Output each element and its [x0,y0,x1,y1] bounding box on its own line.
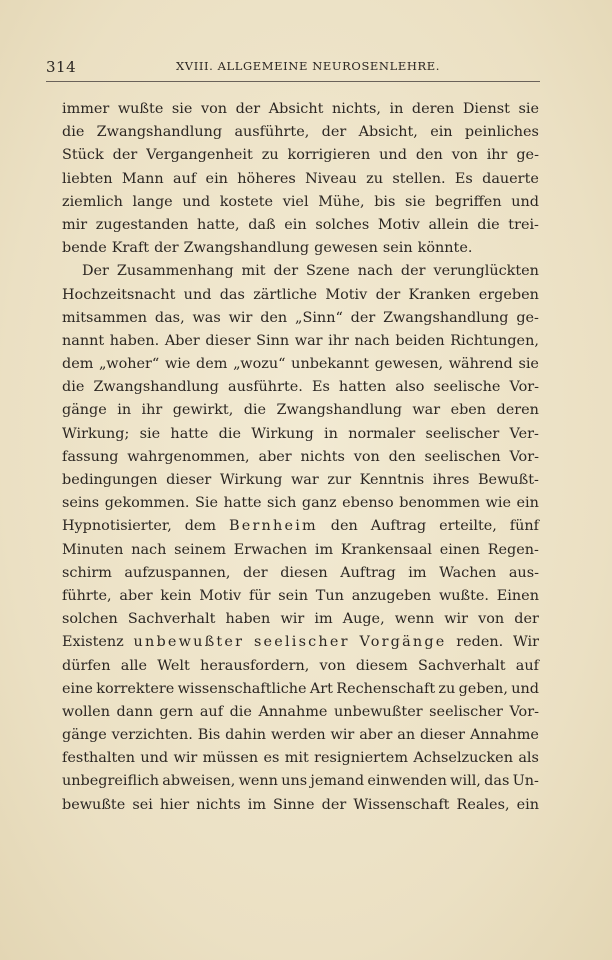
text-line: solchen Sachverhalt haben wir im Auge, wenn wir von der [62,611,539,628]
text-line: nannt haben. Aber dieser Sinn war ihr nach beiden Richtungen, [62,332,539,349]
text-line: bewußte sei hier nichts im Sinne der Wissenschaft Reales, ein [62,796,539,813]
text-line: ziemlich lange und kostete viel Mühe, bis sie begriffen und [62,193,539,210]
page-number: 314 [46,58,77,76]
text-line: gänge in ihr gewirkt, die Zwangshandlung war eben deren [62,402,539,419]
text-line: Minuten nach seinem Erwachen im Krankensaal einen Regen- [62,541,539,558]
text-line: bedingungen dieser Wirkung war zur Kenntnis ihres Bewußt- [62,472,539,488]
text-line: bende Kraft der Zwangshandlung gewesen sein könnte. [62,240,473,257]
text-line: führte, aber kein Motiv für sein Tun anzugeben wußte. Einen [62,587,539,604]
text-line: seins gekommen. Sie hatte sich ganz ebenso benommen wie ein [62,495,539,512]
header-rule [46,81,540,82]
page-header [46,58,540,80]
text-line: fassung wahrgenommen, aber nichts von den seelischen Vor- [62,448,539,465]
text-line: mir zugestanden hatte, daß ein solches Motiv allein die trei- [62,216,539,233]
text-line: Existenz unbewußter seelischer Vorgänge reden. Wir [62,634,539,651]
text-line: die Zwangshandlung ausführte, der Absicht, ein peinliches [62,124,539,141]
body-text [62,98,539,817]
text-line: Hypnotisierter, dem Bernheim den Auftrag erteilte, fünf [62,518,539,535]
text-line: gänge verzichten. Bis dahin werden wir aber an dieser Annahme [62,727,539,744]
running-head: XVIII. ALLGEMEINE NEUROSENLEHRE. [176,59,440,73]
text-line: Der Zusammenhang mit der Szene nach der verunglückten [82,263,539,280]
text-line: schirm aufzuspannen, der diesen Auftrag im Wachen aus- [62,564,539,581]
text-line: unbegreiflich abweisen, wenn uns jemand einwenden will, das Un- [62,773,539,790]
text-line: festhalten und wir müssen es mit resigniertem Achselzucken als [62,750,539,767]
text-line: wollen dann gern auf die Annahme unbewußter seelischer Vor- [62,703,539,720]
text-line: dürfen alle Welt herausfordern, von diesem Sachverhalt auf [62,657,539,674]
text-line: dem „woher“ wie dem „wozu“ unbekannt gewesen, während sie [62,356,539,373]
text-line: mitsammen das, was wir den „Sinn“ der Zwangshandlung ge- [62,309,539,326]
text-line: die Zwangshandlung ausführte. Es hatten also seelische Vor- [62,379,539,396]
text-line: Stück der Vergangenheit zu korrigieren und den von ihr ge- [62,147,539,164]
text-line: Hochzeitsnacht und das zärtliche Motiv der Kranken ergeben [62,286,539,303]
text-line: immer wußte sie von der Absicht nichts, in deren Dienst sie [62,101,539,117]
text-line: eine korrektere wissenschaftliche Art Rechenschaft zu geben, und [62,680,539,697]
text-line: Wirkung; sie hatte die Wirkung in normaler seelischer Ver- [62,425,539,442]
text-line: liebten Mann auf ein höheres Niveau zu stellen. Es dauerte [62,170,539,187]
